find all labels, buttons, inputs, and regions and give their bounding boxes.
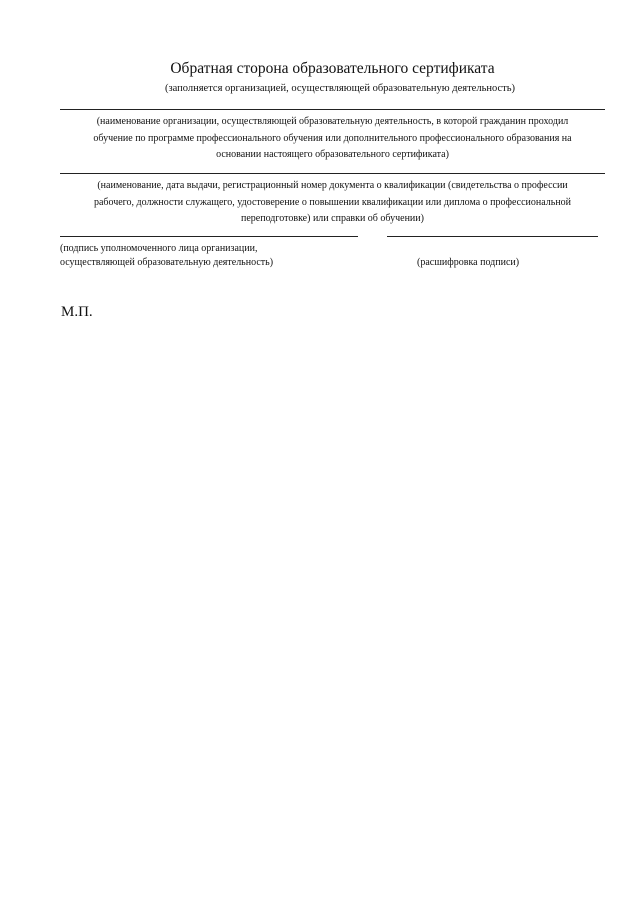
document-caption-line-2: рабочего, должности служащего, удостоверение о повышении квалификации или диплома о профессиональной [93,196,572,208]
organization-name-blank-line [60,109,605,110]
stamp-place-label: М.П. [61,304,93,320]
organization-caption-line-2: обучение по программе профессионального обучения или дополнительного профессионального образования на [93,132,572,144]
organization-caption-line-3: основании настоящего образовательного сертификата) [216,149,449,160]
signature-decoding-blank-line [387,236,598,237]
signature-label [60,242,273,270]
document-subtitle: (заполняется организацией, осуществляющей образовательную деятельность) [164,83,516,94]
organization-caption-line-1: (наименование организации, осуществляющей образовательную деятельность, в которой гражданин проходил [96,116,569,127]
signature-decoding-label: (расшифровка подписи) [417,257,520,268]
qualification-document-caption [60,178,605,228]
organization-name-caption [60,114,605,164]
signature-label-line-1: (подпись уполномоченного лица организации, [60,243,258,254]
signature-label-line-2: осуществляющей образовательную деятельность) [60,257,274,268]
document-title: Обратная сторона образовательного сертификата [170,60,495,77]
signature-blank-line [60,236,358,237]
qualification-document-blank-line [60,173,605,174]
document-caption-line-1: (наименование, дата выдачи, регистрационный номер документа о квалификации (свидетельства о профессии [97,180,568,191]
document-caption-line-3: переподготовке) или справки об обучении) [241,213,424,224]
